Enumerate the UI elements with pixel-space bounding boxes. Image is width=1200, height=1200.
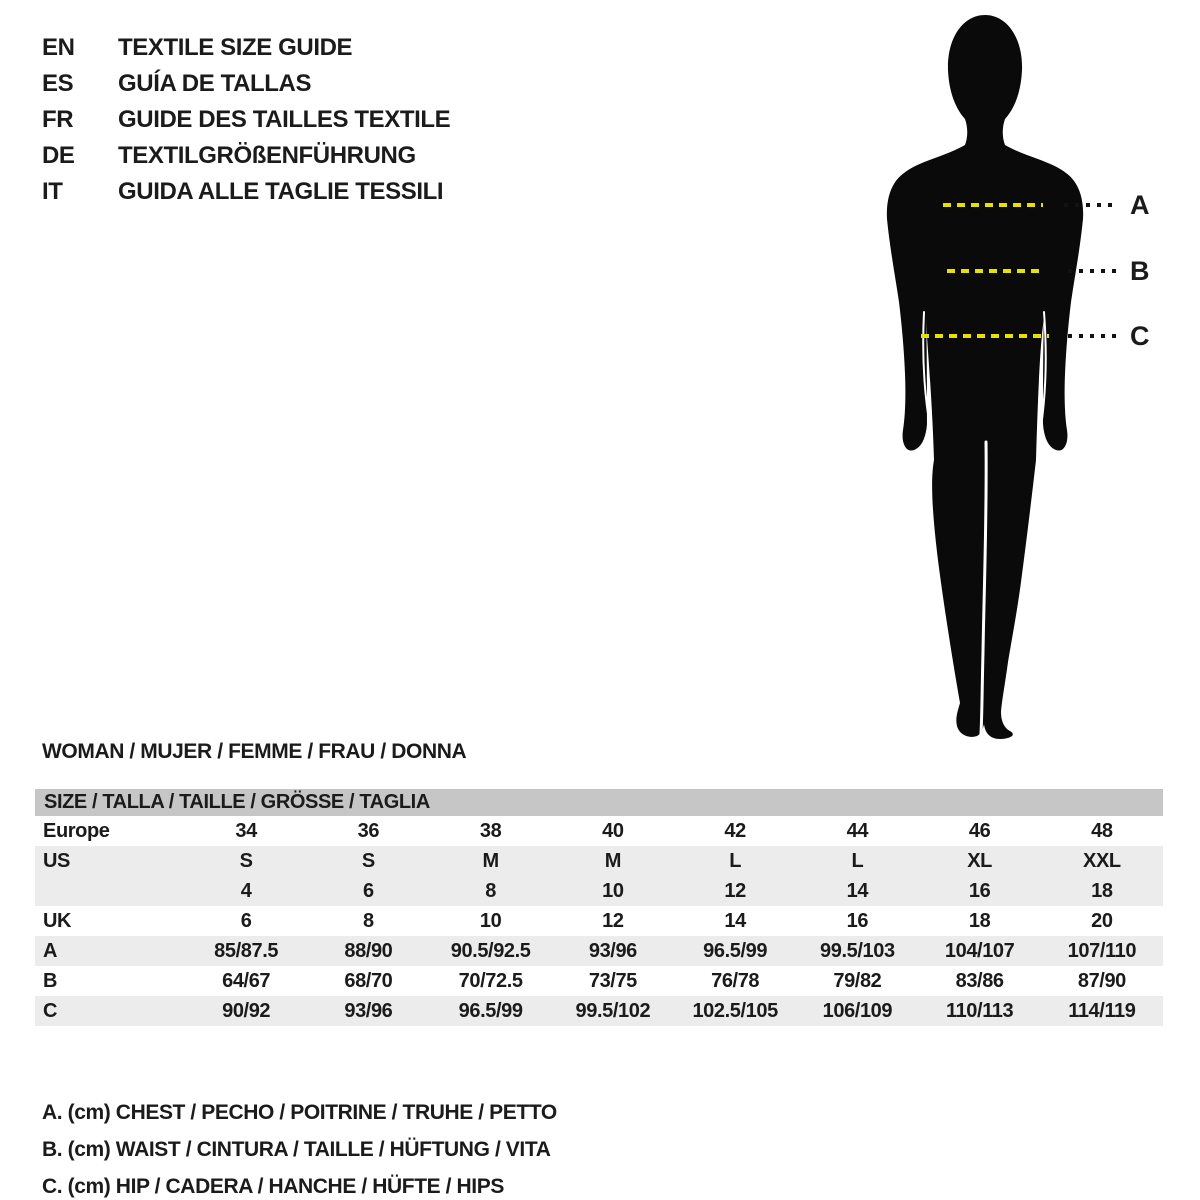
size-cell: 10 [602,880,624,902]
size-cell: 90.5/92.5 [450,940,531,962]
table-row [35,966,1163,996]
size-cell: 76/78 [711,970,760,992]
size-cell: 34 [235,820,257,842]
title-row-es [42,66,450,102]
size-cell: 68/70 [344,970,393,992]
lang-code: ES [42,70,74,97]
size-cell: 14 [846,880,869,902]
row-label: C [43,1000,58,1022]
size-cell: 104/107 [944,940,1015,962]
size-cell: S [239,850,253,872]
title-text: TEXTILE SIZE GUIDE [118,34,353,61]
hip-leader-line [1068,334,1116,338]
table-row [35,846,1163,876]
size-table-rows [35,816,1163,1026]
size-cell: 16 [968,880,991,902]
size-cell: L [851,850,864,872]
title-row-fr [42,102,450,138]
size-cell: 4 [240,880,252,902]
row-label: US [43,850,70,872]
size-cell: M [482,850,499,872]
size-cell: 12 [724,880,746,902]
measurement-legend [42,1094,557,1200]
size-cell: 96.5/99 [458,1000,523,1022]
size-cell: S [361,850,375,872]
legend-line-hip: C. (cm) HIP / CADERA / HANCHE / HÜFTE / HIPS [42,1175,504,1198]
waist-label: B [1130,256,1150,286]
size-cell: 110/113 [945,1000,1014,1022]
row-label: A [43,940,58,962]
size-table [35,789,1163,1026]
hip-measure-line [921,334,1049,338]
size-cell: 44 [846,820,869,842]
size-cell: 73/75 [588,970,637,992]
size-cell: XL [967,850,992,872]
size-cell: 18 [968,910,991,932]
size-cell: 42 [724,820,746,842]
waist-measure-line [947,269,1039,273]
title-row-de [42,138,450,174]
size-cell: 46 [968,820,991,842]
size-cell: 16 [846,910,869,932]
size-cell: 93/96 [344,1000,393,1022]
size-cell: 6 [240,910,252,932]
lang-code: FR [42,106,74,133]
size-cell: 18 [1091,880,1113,902]
size-cell: 90/92 [222,1000,271,1022]
size-cell: 107/110 [1067,940,1137,962]
size-cell: 12 [602,910,624,932]
lang-code: DE [42,142,75,169]
size-cell: 79/82 [833,970,882,992]
size-cell: 70/72.5 [458,970,523,992]
size-cell: 64/67 [222,970,271,992]
row-label [35,876,185,906]
size-cell: 106/109 [822,1000,893,1022]
size-cell: 99.5/103 [820,940,895,962]
size-cell: L [729,850,742,872]
chest-label: A [1130,190,1150,220]
title-row-en [42,30,450,66]
row-label: B [43,970,58,992]
legend-line-waist: B. (cm) WAIST / CINTURA / TAILLE / HÜFTUNG / VITA [42,1138,551,1161]
size-cell: 85/87.5 [214,940,279,962]
size-cell: 38 [479,820,502,842]
size-table-header: SIZE / TALLA / TAILLE / GRÖSSE / TAGLIA [35,789,1163,816]
size-cell: 99.5/102 [575,1000,651,1022]
hip-label: C [1130,321,1150,351]
size-cell: 10 [479,910,502,932]
chest-leader-line [1064,203,1116,207]
lang-code: IT [42,178,63,205]
language-title-block [42,30,450,210]
lang-code: EN [42,34,75,61]
size-cell: 102.5/105 [692,1000,778,1022]
size-cell: 88/90 [344,940,393,962]
table-row [35,996,1163,1026]
size-cell: 83/86 [955,970,1004,992]
size-cell: 6 [363,880,374,902]
title-row-it [42,174,450,210]
size-cell: 40 [602,820,624,842]
table-row [35,936,1163,966]
size-cell: 93/96 [588,940,637,962]
size-cell: 8 [485,880,496,902]
size-cell: 96.5/99 [703,940,768,962]
table-row [35,876,1163,906]
chest-measure-line [943,203,1043,207]
legend-line-chest: A. (cm) CHEST / PECHO / POITRINE / TRUHE / PETTO [42,1101,557,1124]
size-cell: M [604,850,621,872]
size-cell: 36 [357,820,380,842]
table-row [35,816,1163,846]
size-cell: 20 [1091,910,1113,932]
title-text: TEXTILGRÖßENFÜHRUNG [118,142,416,169]
size-cell: 14 [724,910,746,932]
title-text: GUÍA DE TALLAS [118,70,312,97]
gender-category-line: WOMAN / MUJER / FEMME / FRAU / DONNA [42,740,467,763]
woman-silhouette [880,12,1130,742]
size-cell: 87/90 [1077,970,1126,992]
row-label: Europe [43,820,110,842]
row-label: UK [43,910,72,932]
size-cell: 48 [1091,820,1113,842]
size-cell: 114/119 [1068,1000,1136,1022]
size-cell: 8 [363,910,374,932]
title-text: GUIDA ALLE TAGLIE TESSILI [118,178,444,205]
table-row [35,906,1163,936]
title-text: GUIDE DES TAILLES TEXTILE [118,106,451,133]
waist-leader-line [1068,269,1116,273]
size-cell: XXL [1083,850,1121,872]
